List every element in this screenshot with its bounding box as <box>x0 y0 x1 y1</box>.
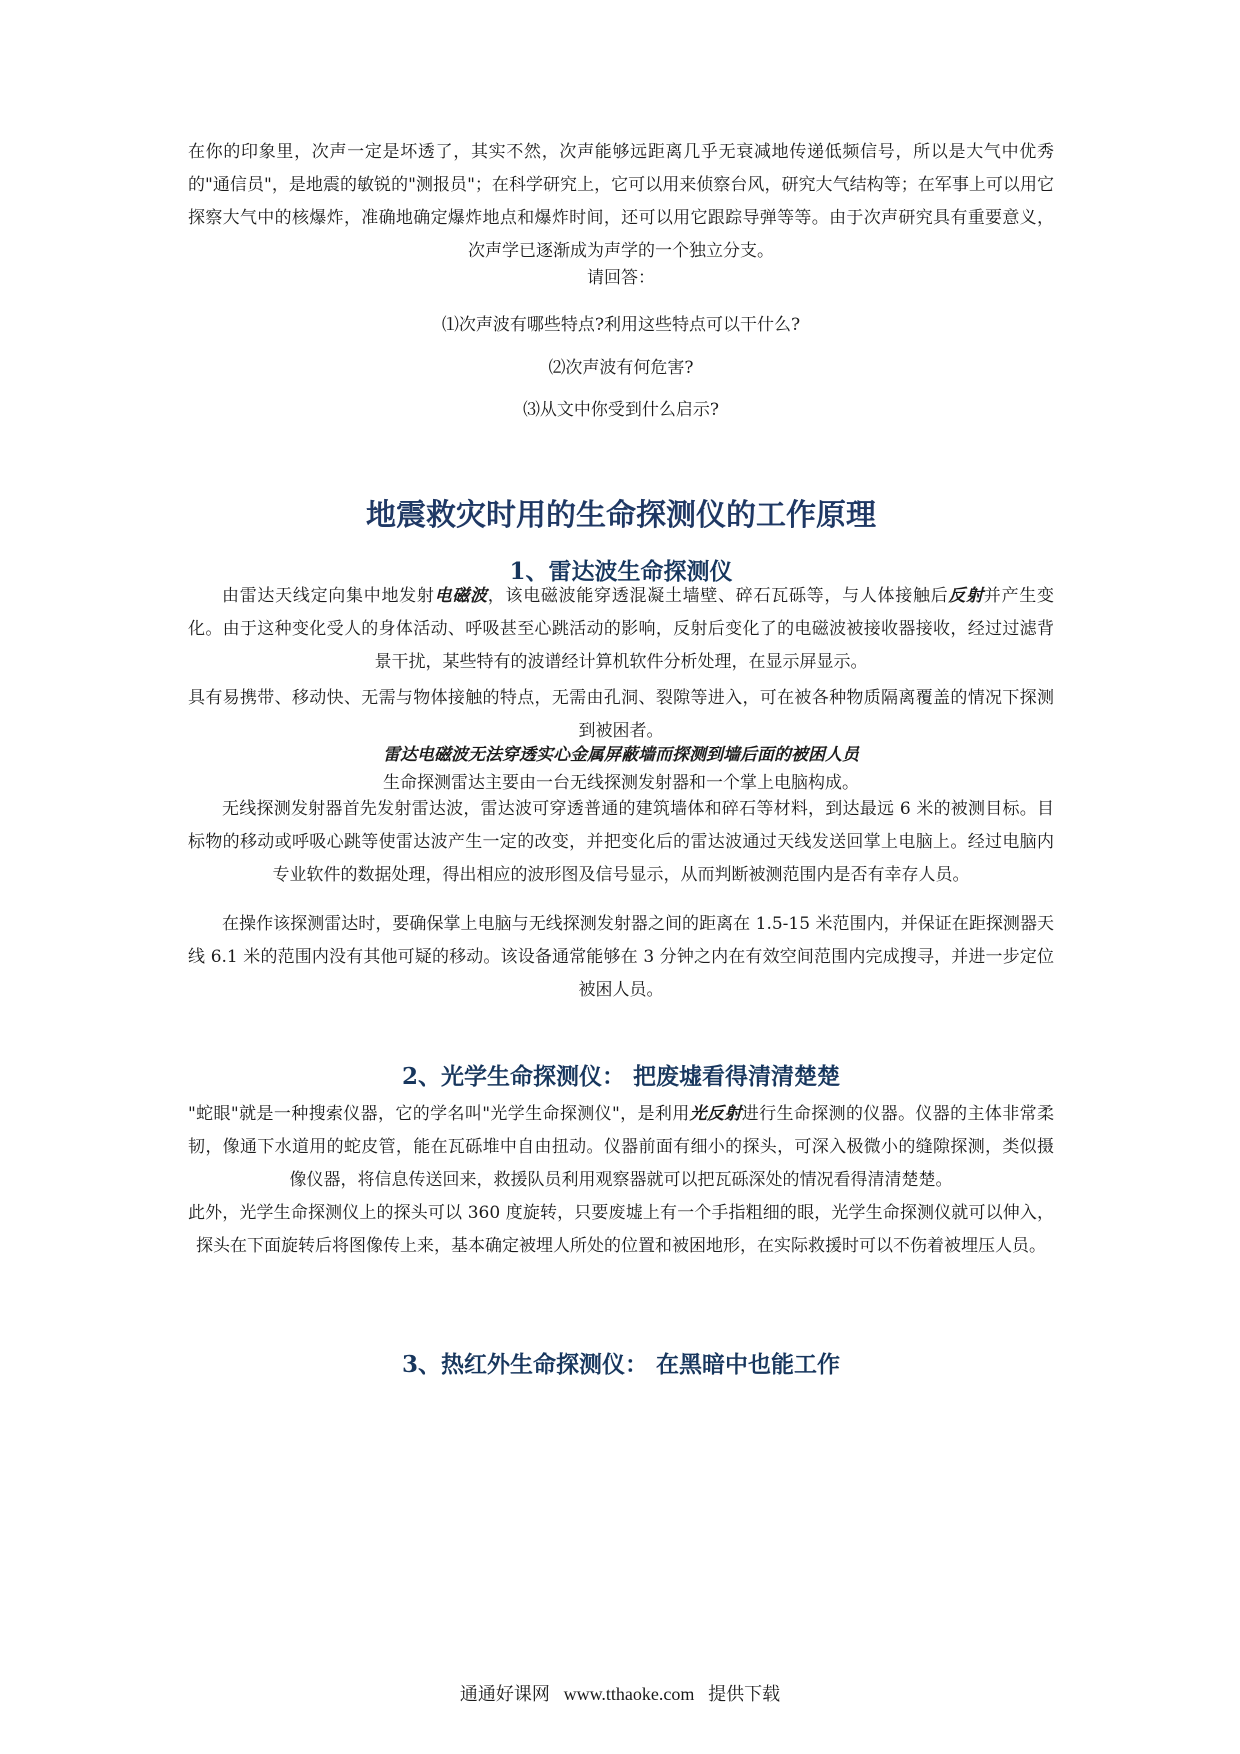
question-1: ⑴次声波有哪些特点?利用这些特点可以干什么? <box>441 315 801 335</box>
section-2-heading: 2、光学生命探测仪： 把废墟看得清清楚楚 <box>401 1063 840 1090</box>
section-1-paragraph-3: 生命探测雷达主要由一台无线探测发射器和一个掌上电脑构成。 <box>383 773 859 793</box>
text-run: ，该电磁波能穿透混凝土墙壁、碎石瓦砾等，与人体接触后 <box>487 586 949 606</box>
text-run: 由雷达天线定向集中地发射 <box>222 586 435 606</box>
footer-site-link[interactable]: www.tthaoke.com <box>563 1684 695 1704</box>
section-1-paragraph-4: 无线探测发射器首先发射雷达波，雷达波可穿透普通的建筑墙体和碎石等材料，到达最远 6 米的被测目标。目标物的移动或呼吸心跳等使雷达波产生一定的改变，并把变化后的雷达波通过天线发送回掌上电脑上。经过电脑内专业软件的数据处理，得出相应的波形图及信号显示，从而判断被测范围内是否有幸存人员。 <box>188 799 1054 885</box>
text-run: "蛇眼"就是一种搜索仪器，它的学名叫"光学生命探测仪"，是利用 <box>188 1104 690 1124</box>
section-1-paragraph-5: 在操作该探测雷达时，要确保掌上电脑与无线探测发射器之间的距离在 1.5-15 米范围内，并保证在距探测器天线 6.1 米的范围内没有其他可疑的移动。该设备通常能够在 3 分钟之内在有效空间范围内完成搜寻，并进一步定位被困人员。 <box>188 914 1054 1000</box>
footer-left: 通通好课网 <box>459 1684 550 1705</box>
section-2-paragraph-2: 此外，光学生命探测仪上的探头可以 360 度旋转，只要废墟上有一个手指粗细的眼，光学生命探测仪就可以伸入，探头在下面旋转后将图像传上来，基本确定被埋人所处的位置和被困地形，在实际救援时可以不伤着被埋压人员。 <box>188 1203 1054 1256</box>
footer-right: 提供下载 <box>708 1684 781 1705</box>
questions-prompt: 请回答： <box>587 268 655 288</box>
section-1-paragraph-2: 具有易携带、移动快、无需与物体接触的特点，无需由孔洞、裂隙等进入，可在被各种物质隔离覆盖的情况下探测到被困者。 <box>188 688 1054 741</box>
emphasis-light-reflection: 光反射 <box>689 1104 742 1124</box>
page-footer <box>0 1680 1240 1706</box>
section-3-heading: 3、热红外生命探测仪： 在黑暗中也能工作 <box>401 1351 840 1378</box>
section-1-paragraph-1 <box>188 580 1054 679</box>
article-title: 地震救灾时用的生命探测仪的工作原理 <box>366 498 876 533</box>
text-run: 并产生变化。由于这种变化受人的身体活动、呼吸甚至心跳活动的影响，反射后变化了的电磁波被接收器接收，经过过滤背景干扰，某些特有的波谱经计算机软件分析处理，在显示屏显示。 <box>188 586 1055 672</box>
emphasis-electromagnetic-wave: 电磁波 <box>434 586 488 606</box>
question-3: ⑶从文中你受到什么启示? <box>522 400 720 420</box>
section-1-note: 雷达电磁波无法穿透实心金属屏蔽墙而探测到墙后面的被困人员 <box>383 745 859 765</box>
emphasis-reflection: 反射 <box>948 586 984 606</box>
question-2: ⑵次声波有何危害? <box>548 358 694 378</box>
intro-paragraph: 在你的印象里，次声一定是坏透了，其实不然，次声能够远距离几乎无衰减地传递低频信号，所以是大气中优秀的"通信员"，是地震的敏锐的"测报员"；在科学研究上，它可以用来侦察台风，研究大气结构等；在军事上可以用它探察大气中的核爆炸，准确地确定爆炸地点和爆炸时间，还可以用它跟踪导弹等等。由于次声研究具有重要意义，次声学已逐渐成为声学的一个独立分支。 <box>188 142 1054 261</box>
section-2-paragraph-1 <box>188 1098 1054 1197</box>
text-run: 进行生命探测的仪器。仪器的主体非常柔韧，像通下水道用的蛇皮管，能在瓦砾堆中自由扭动。仪器前面有细小的探头，可深入极微小的缝隙探测，类似摄像仪器，将信息传送回来，救援队员利用观察器就可以把瓦砾深处的情况看得清清楚楚。 <box>188 1104 1055 1190</box>
section-1-heading: 1、雷达波生命探测仪 <box>509 558 733 585</box>
